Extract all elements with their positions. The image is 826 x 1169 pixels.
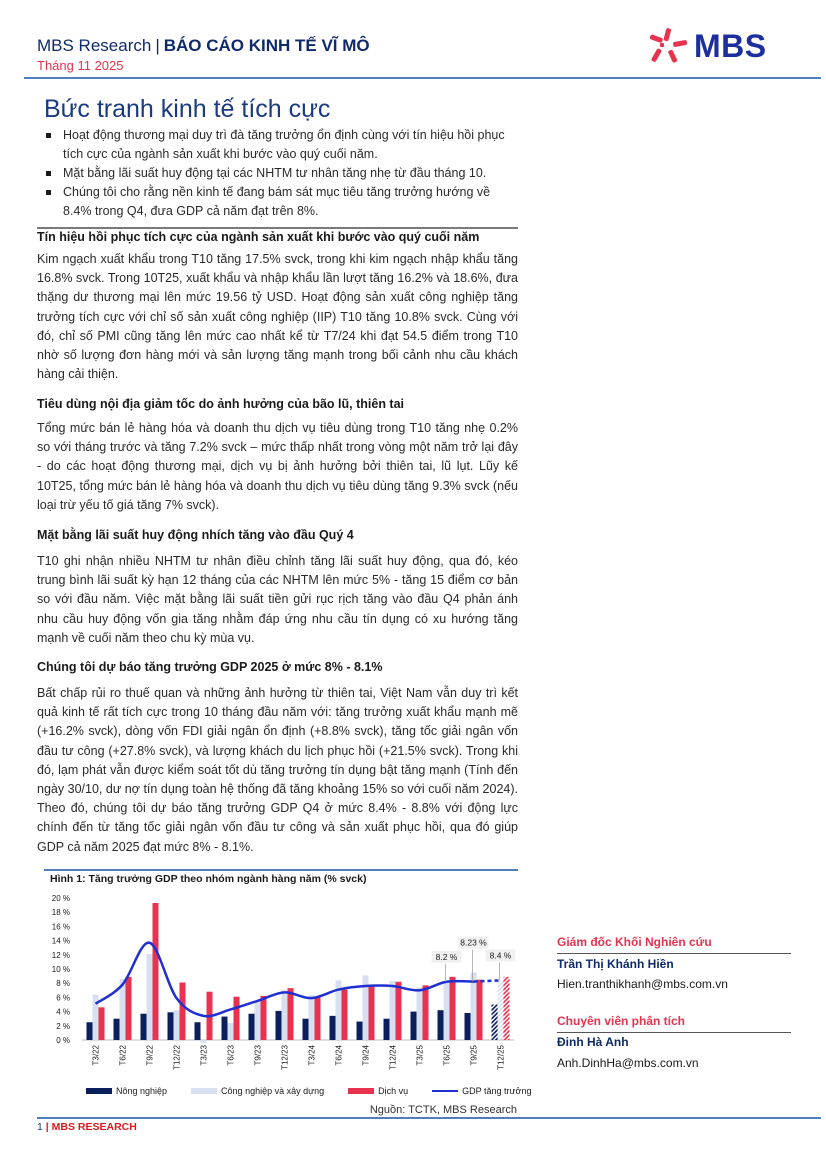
annotation-label: 8.4 % [489,950,512,961]
x-tick-label: T9/24 [361,1045,371,1066]
header-separator: | [155,36,160,55]
bar [174,1010,180,1040]
bar [255,1002,261,1040]
bar [228,1023,234,1040]
x-tick-label: T12/22 [172,1045,182,1070]
legend-swatch [348,1088,374,1094]
legend-swatch [86,1088,112,1094]
x-tick-label: T12/23 [280,1045,290,1070]
chart-legend [86,1086,555,1096]
bar [288,988,294,1040]
section-body: T10 ghi nhận nhiều NHTM tư nhân điều chỉnh tăng lãi suất huy động, qua đó, kéo trung bình lãi suất kỳ hạn 12 tháng của các NHTM lên mức 5% - tăng 15 điểm cơ bản so với đầu năm. Việc mặt bằng lãi suất tiền gửi rục rịch tăng vào đầu Q4 phản ánh nhu cầu huy động vốn gia tăng nhằm đáp ứng nhu cầu tín dụng có xu hướng tăng mạnh về cuối năm theo chu kỳ mùa vụ. [37,554,518,645]
x-tick-label: T6/23 [226,1045,236,1066]
bar [504,977,510,1040]
y-tick-label: 4 % [56,1007,70,1017]
y-tick-label: 8 % [56,979,70,989]
bar [369,987,375,1040]
bar [315,997,321,1040]
x-tick-label: T6/25 [442,1045,452,1066]
bar [384,1019,390,1040]
bar [141,1014,147,1040]
x-tick-label: T3/24 [307,1045,317,1066]
bar [195,1022,201,1040]
bar [492,1005,498,1041]
page-footer [37,1121,137,1133]
section-body: Tổng mức bán lẻ hàng hóa và doanh thu dịch vụ tiêu dùng trong T10 tăng nhẹ 0.2% so với tháng trước và tăng 7.2% svck – mức thấp nhất trong vòng một năm trở lại đây - do các hoạt động thương mại, dịch vụ bị ảnh hưởng bởi thiên tai, lũ lụt. Lũy kế 10T25, tổng mức bán lẻ hàng hóa và doanh thu dịch vụ tiêu dùng tăng 9.3% svck (nếu loại trừ yếu tố giá tăng 7% svck). [37,421,518,512]
bar [444,981,450,1040]
legend-swatch [191,1088,217,1094]
bar [465,1013,471,1040]
bar [357,1022,363,1040]
figure-divider [44,869,518,871]
contact-name: Đinh Hà Anh [557,1035,629,1049]
bar [180,982,186,1040]
footer-label: MBS RESEARCH [51,1121,137,1133]
bar [114,1019,120,1040]
key-point: Mặt bằng lãi suất huy động tại các NHTM tư nhân tăng nhẹ từ đầu tháng 10. [44,164,522,183]
key-points [44,126,522,221]
y-tick-label: 0 % [56,1036,70,1045]
x-tick-label: T6/22 [118,1045,128,1066]
legend-line [432,1090,458,1092]
bar [342,990,348,1040]
bar [147,954,153,1040]
legend-label: Nông nghiệp [116,1086,168,1096]
y-tick-label: 10 % [51,965,70,974]
figure-title: Hình 1: Tăng trưởng GDP theo nhóm ngành hàng năm (% svck) [50,873,367,885]
bar [168,1012,174,1040]
bar [126,977,132,1040]
legend-label: GDP tăng trưởng [462,1086,532,1096]
contact-email[interactable]: Anh.DinhHa@mbs.com.vn [557,1056,699,1070]
contact-email[interactable]: Hien.tranthikhanh@mbs.com.vn [557,977,728,991]
bar [330,1016,336,1040]
bar [153,903,159,1040]
section-divider [37,227,518,229]
bar [99,1007,105,1040]
y-tick-label: 2 % [56,1021,70,1031]
logo-text: MBS [694,27,767,64]
page-number: 1 [37,1121,43,1133]
x-tick-label: T6/24 [334,1045,344,1066]
x-tick-label: T9/22 [145,1045,155,1066]
contact-name: Trần Thị Khánh Hiền [557,957,674,971]
contact-divider [557,953,791,954]
y-tick-label: 20 % [51,894,70,903]
bar [438,1010,444,1040]
bar [309,995,315,1040]
legend-item [348,1086,408,1096]
legend-item [191,1086,324,1096]
x-tick-label: T3/23 [199,1045,209,1066]
page-title: Bức tranh kinh tế tích cực [44,95,331,123]
figure-source: Nguồn: TCTK, MBS Research [369,1104,517,1116]
section-body: Kim ngạch xuất khẩu trong T10 tăng 17.5% svck, trong khi kim ngạch nhập khẩu tăng 16.8% svck. Trong 10T25, xuất khẩu và nhập khẩu lần lượt tăng 16.2% và 18.6%, đưa thặng dư thương mại lên mức 19.56 tỷ USD. Hoạt động sản xuất công nghiệp tăng trưởng tích cực với chỉ số sản xuất công nghiệp (IIP) T10 tăng 10.8% svck. Cùng với đó, chỉ số PMI cũng tăng lên mức cao nhất kể từ T7/24 khi đạt 54.5 điểm trong T10 nhờ số lượng đơn hàng mới và sản lượng tăng mạnh trong bối cảnh nhu cầu khách hàng cải thiện. [37,252,518,382]
bar [222,1017,228,1040]
y-tick-label: 16 % [51,922,70,932]
bar [303,1019,309,1040]
brand-name: MBS Research [37,36,152,55]
y-tick-label: 12 % [51,950,70,960]
x-tick-label: T3/25 [415,1045,425,1066]
mbs-logo [646,26,767,66]
bar [234,997,240,1040]
annotation-label: 8.2 % [435,951,458,962]
report-date: Tháng 11 2025 [37,58,124,73]
bar [201,1040,207,1043]
legend-item [432,1086,531,1096]
header-divider [24,77,821,79]
x-tick-label: T12/25 [496,1045,506,1070]
section-heading: Chúng tôi dự báo tăng trưởng GDP 2025 ở mức 8% - 8.1% [37,660,383,674]
key-point: Hoạt động thương mại duy trì đà tăng trưởng ổn định cùng với tín hiệu hồi phục tích cực của ngành sản xuất khi bước vào quý cuối năm. [44,126,522,164]
report-header [37,36,370,56]
legend-item [86,1086,167,1096]
contact-role: Chuyên viên phân tích [557,1014,686,1028]
gdp-growth-chart [40,888,520,1084]
bar [477,980,483,1040]
section-heading: Tiêu dùng nội địa giảm tốc do ảnh hưởng của bão lũ, thiên tai [37,397,405,411]
bar [396,982,402,1040]
bar [450,977,456,1040]
bar [411,1012,417,1040]
bar [417,987,423,1040]
legend-label: Công nghiệp và xây dựng [221,1086,325,1096]
bar [282,990,288,1040]
bar [87,1022,93,1040]
x-tick-label: T9/23 [253,1045,263,1066]
y-tick-label: 6 % [56,993,70,1003]
legend-label: Dịch vụ [378,1086,409,1096]
mbs-star-logo-icon [646,26,690,66]
section-body: Bất chấp rủi ro thuế quan và những ảnh hưởng từ thiên tai, Việt Nam vẫn duy trì kết quả kinh tế rất tích cực trong 10 tháng đầu năm với: tăng trưởng xuất khẩu mạnh mẽ (+16.2% svck), dòng vốn FDI giải ngân ổn định (+8.8% svck), tăng tốc giải ngân vốn đầu tư công (+27.8% svck), và lượng khách du lịch phục hồi (+21.5% svck). Trong khi đó, lạm phát vẫn được kiểm soát tốt dù tăng trưởng tín dụng bật tăng mạnh (Tính đến ngày 30/10, dư nợ tín dụng toàn hệ thống đã tăng khoảng 15% so với cuối năm 2024). Theo đó, chúng tôi dự báo tăng trưởng GDP Q4 ở mức 8.4% - 8.8% với động lực chính đến từ tăng tốc giải ngân vốn đầu tư công và sản xuất phục hồi, qua đó giúp GDP cả năm 2025 đạt mức 8% - 8.1%. [37,686,518,854]
bar [423,985,429,1040]
contact-divider [557,1032,791,1033]
bar [498,981,504,1040]
x-tick-label: T9/25 [469,1045,479,1066]
section-heading: Mặt bằng lãi suất huy động nhích tăng vào đầu Quý 4 [37,528,354,542]
footer-separator: | [45,1121,49,1133]
x-tick-label: T3/22 [91,1045,101,1066]
bar [276,1011,282,1040]
annotation-label: 8.23 % [460,937,487,948]
x-tick-label: T12/24 [388,1045,398,1070]
y-tick-label: 14 % [51,936,70,946]
footer-divider [37,1117,821,1119]
contact-role: Giám đốc Khối Nghiên cứu [557,935,712,949]
key-point: Chúng tôi cho rằng nền kinh tế đang bám sát mục tiêu tăng trưởng hướng về 8.4% trong Q4, đưa GDP cả năm đạt trên 8%. [44,183,522,221]
report-title: BÁO CÁO KINH TẾ VĨ MÔ [163,36,370,55]
bar [390,981,396,1040]
y-tick-label: 18 % [51,908,70,918]
bar [249,1014,255,1040]
section-heading: Tín hiệu hồi phục tích cực của ngành sản xuất khi bước vào quý cuối năm [37,230,480,244]
bar [261,996,267,1040]
